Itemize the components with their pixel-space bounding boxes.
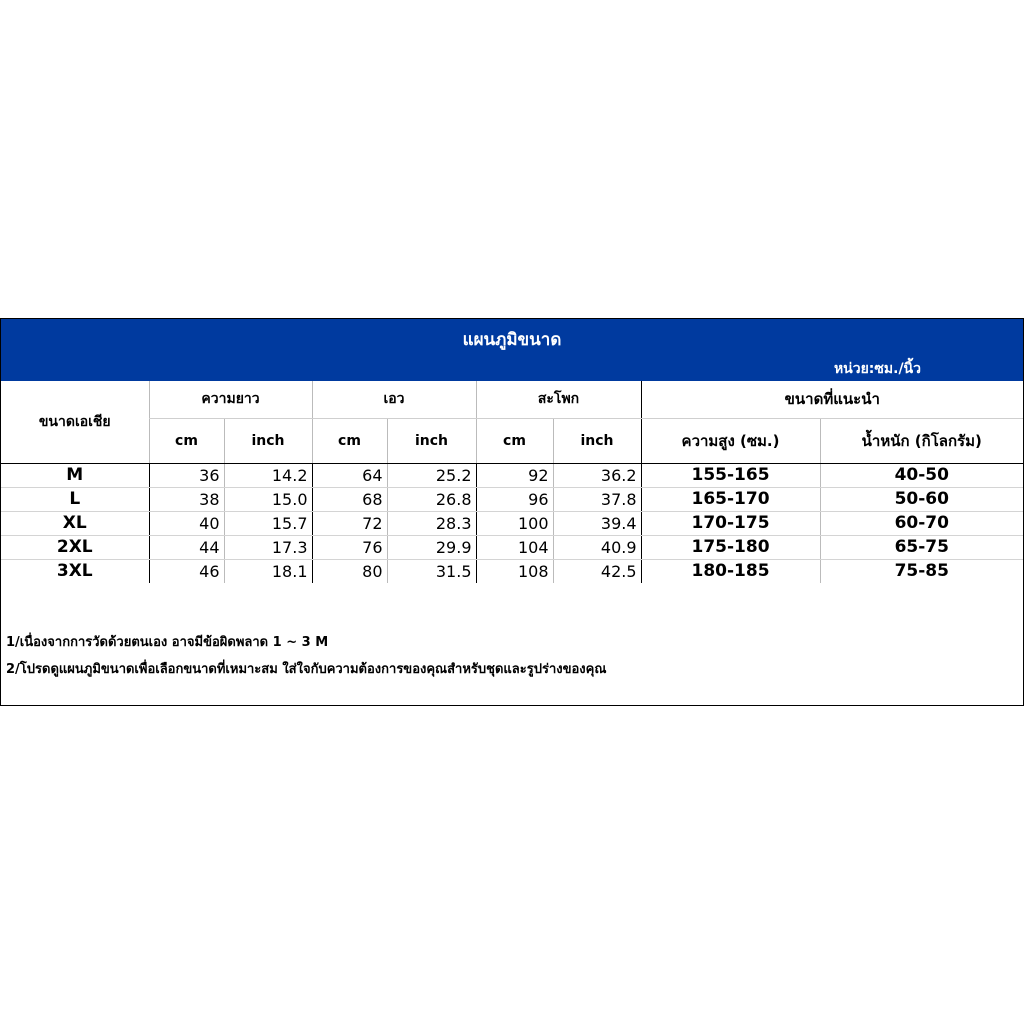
notes bbox=[6, 629, 606, 683]
hip-cm-cell: 100 bbox=[476, 511, 553, 535]
size-cell: 2XL bbox=[1, 535, 149, 559]
length-cm-cell: 38 bbox=[149, 487, 224, 511]
table-row bbox=[1, 535, 1023, 559]
hip-inch-cell: 39.4 bbox=[553, 511, 641, 535]
header-height: ความสูง (ซม.) bbox=[641, 418, 820, 463]
header-hip-cm: cm bbox=[476, 418, 553, 463]
waist-cm-cell: 80 bbox=[312, 559, 387, 583]
weight-cell: 65-75 bbox=[820, 535, 1023, 559]
height-cell: 180-185 bbox=[641, 559, 820, 583]
weight-cell: 40-50 bbox=[820, 463, 1023, 487]
header-hip-inch: inch bbox=[553, 418, 641, 463]
length-cm-cell: 44 bbox=[149, 535, 224, 559]
waist-inch-cell: 29.9 bbox=[387, 535, 476, 559]
waist-inch-cell: 31.5 bbox=[387, 559, 476, 583]
header-length: ความยาว bbox=[149, 381, 312, 418]
size-table bbox=[1, 381, 1023, 583]
size-cell: M bbox=[1, 463, 149, 487]
length-cm-cell: 40 bbox=[149, 511, 224, 535]
waist-cm-cell: 72 bbox=[312, 511, 387, 535]
weight-cell: 75-85 bbox=[820, 559, 1023, 583]
height-cell: 170-175 bbox=[641, 511, 820, 535]
note-line: 2/โปรดดูแผนภูมิขนาดเพื่อเลือกขนาดที่เหมาะสม ใส่ใจกับความต้องการของคุณสำหรับชุดและรูปร่างของคุณ bbox=[6, 662, 607, 677]
waist-inch-cell: 28.3 bbox=[387, 511, 476, 535]
header-asia-size: ขนาดเอเชีย bbox=[1, 381, 149, 463]
chart-title: แผนภูมิขนาด bbox=[462, 330, 562, 350]
length-inch-cell: 14.2 bbox=[224, 463, 312, 487]
length-inch-cell: 15.0 bbox=[224, 487, 312, 511]
header-weight: น้ำหนัก (กิโลกรัม) bbox=[820, 418, 1023, 463]
header-waist-inch: inch bbox=[387, 418, 476, 463]
height-cell: 175-180 bbox=[641, 535, 820, 559]
hip-cm-cell: 92 bbox=[476, 463, 553, 487]
size-cell: 3XL bbox=[56, 561, 93, 581]
hip-inch-cell: 42.5 bbox=[553, 559, 641, 583]
length-inch-cell: 17.3 bbox=[224, 535, 312, 559]
height-cell: 155-165 bbox=[641, 463, 820, 487]
weight-cell: 60-70 bbox=[820, 511, 1023, 535]
weight-cell: 50-60 bbox=[820, 487, 1023, 511]
unit-label: หน่วย:ซม./นิ้ว bbox=[833, 361, 921, 377]
waist-inch-cell: 26.8 bbox=[387, 487, 476, 511]
table-row bbox=[1, 559, 1023, 583]
hip-inch-cell: 37.8 bbox=[553, 487, 641, 511]
waist-cm-cell: 64 bbox=[312, 463, 387, 487]
length-cm-cell: 36 bbox=[149, 463, 224, 487]
header-length-inch: inch bbox=[224, 418, 312, 463]
note-line: 1/เนื่องจากการวัดด้วยตนเอง อาจมีข้อผิดพลาด 1 ~ 3 M bbox=[6, 635, 329, 650]
table-row bbox=[1, 511, 1023, 535]
waist-cm-cell: 68 bbox=[312, 487, 387, 511]
length-inch-cell: 15.7 bbox=[224, 511, 312, 535]
length-cm-cell: 46 bbox=[149, 559, 224, 583]
length-inch-cell: 18.1 bbox=[224, 559, 312, 583]
size-cell: XL bbox=[1, 511, 149, 535]
table-row bbox=[1, 463, 1023, 487]
header-waist-cm: cm bbox=[312, 418, 387, 463]
table-row bbox=[1, 487, 1023, 511]
hip-inch-cell: 36.2 bbox=[553, 463, 641, 487]
header-recommended: ขนาดที่แนะนำ bbox=[641, 381, 1023, 418]
height-cell: 165-170 bbox=[641, 487, 820, 511]
hip-cm-cell: 108 bbox=[476, 559, 553, 583]
chart-header bbox=[1, 319, 1023, 381]
hip-cm-cell: 96 bbox=[476, 487, 553, 511]
waist-cm-cell: 76 bbox=[312, 535, 387, 559]
size-chart bbox=[0, 318, 1024, 706]
header-waist: เอว bbox=[312, 381, 476, 418]
header-hip: สะโพก bbox=[476, 381, 641, 418]
hip-cm-cell: 104 bbox=[476, 535, 553, 559]
size-cell: L bbox=[1, 487, 149, 511]
waist-inch-cell: 25.2 bbox=[387, 463, 476, 487]
hip-inch-cell: 40.9 bbox=[553, 535, 641, 559]
header-length-cm: cm bbox=[149, 418, 224, 463]
